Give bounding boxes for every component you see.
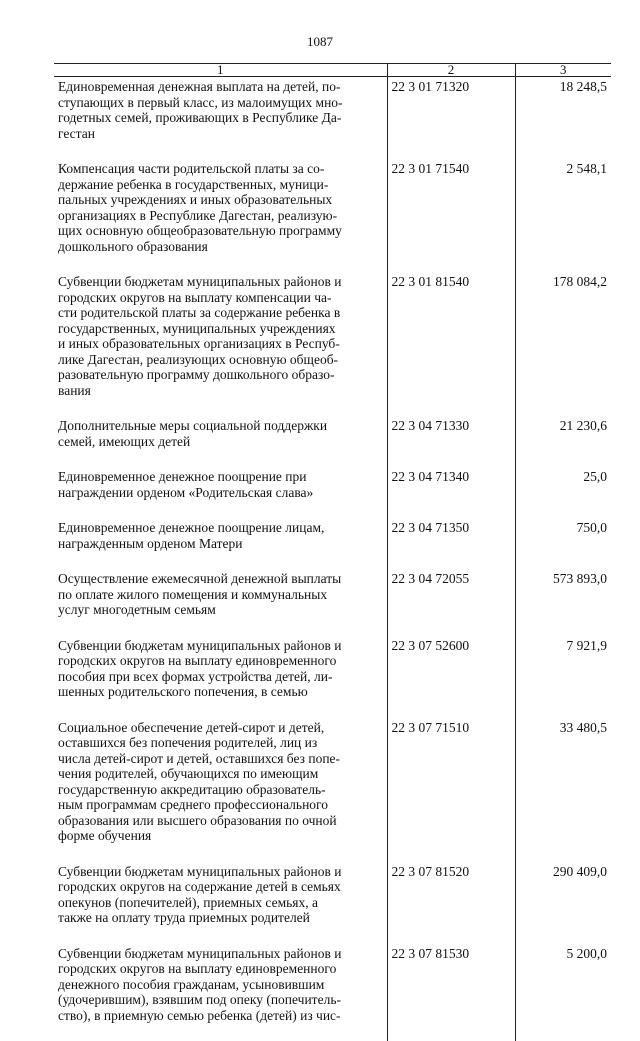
- row-code-cell: 22 3 07 71510: [387, 718, 515, 862]
- table-row: [54, 467, 611, 518]
- row-amount-cell: 178 084,2: [515, 272, 611, 416]
- row-name-cell: Единовременная денежная выплата на детей, по- ступающих в первый класс, из малоимущих мно- годетных семей, проживающих в Республике Да- гестан: [54, 77, 387, 160]
- row-name-cell: Субвенции бюджетам муниципальных районов и городских округов на содержание детей в семьях опекунов (попечителей), приемных семьях, а также на оплату труда приемных родителей: [54, 862, 387, 944]
- row-code-cell: 22 3 07 52600: [387, 636, 515, 718]
- row-amount-cell: 33 480,5: [515, 718, 611, 862]
- column-header-amount: 3: [515, 64, 611, 77]
- row-amount-cell: 2 548,1: [515, 159, 611, 272]
- table-row: [54, 569, 611, 636]
- row-name-cell: Компенсация части родительской платы за со- держание ребенка в государственных, муници- пальных учреждениях и иных образовательных организациях в Республике Дагестан, реализую- щих основную общеобразовательную программу дошкольного образования: [54, 159, 387, 272]
- table-header-row: [54, 64, 611, 77]
- row-code-cell: 22 3 01 71320: [387, 77, 515, 160]
- row-amount-cell: 5 200,0: [515, 944, 611, 1041]
- row-amount-cell: 290 409,0: [515, 862, 611, 944]
- row-amount-cell: 18 248,5: [515, 77, 611, 160]
- table-row: [54, 159, 611, 272]
- table-row: [54, 944, 611, 1041]
- row-amount-cell: 25,0: [515, 467, 611, 518]
- table-row: [54, 636, 611, 718]
- row-code-cell: 22 3 01 81540: [387, 272, 515, 416]
- table-row: [54, 416, 611, 467]
- table-row: [54, 272, 611, 416]
- row-code-cell: 22 3 07 81520: [387, 862, 515, 944]
- row-code-cell: 22 3 04 71350: [387, 518, 515, 569]
- table-row: [54, 718, 611, 862]
- row-name-cell: Единовременное денежное поощрение лицам, награжденным орденом Матери: [54, 518, 387, 569]
- row-name-cell: Дополнительные меры социальной поддержки семей, имеющих детей: [54, 416, 387, 467]
- table-row: [54, 77, 611, 160]
- row-name-cell: Субвенции бюджетам муниципальных районов и городских округов на выплату единовременного денежного пособия гражданам, усыновившим (удочерившим), взявшим под опеку (попечитель- ство), в приемную семью ребенка (детей) из чис-: [54, 944, 387, 1041]
- row-name-cell: Социальное обеспечение детей-сирот и детей, оставшихся без попечения родителей, лиц из числа детей-сирот и детей, оставшихся без попе- чения родителей, обучающихся по имеющим государственную аккредитацию образователь- ным программам среднего профессионального образования или высшего образования по очной форме обучения: [54, 718, 387, 862]
- row-code-cell: 22 3 01 71540: [387, 159, 515, 272]
- row-name-cell: Единовременное денежное поощрение при награждении орденом «Родительская слава»: [54, 467, 387, 518]
- table-row: [54, 518, 611, 569]
- row-amount-cell: 750,0: [515, 518, 611, 569]
- row-code-cell: 22 3 04 71340: [387, 467, 515, 518]
- row-code-cell: 22 3 07 81530: [387, 944, 515, 1041]
- budget-table: [54, 63, 611, 1041]
- row-name-cell: Субвенции бюджетам муниципальных районов и городских округов на выплату компенсации ча- сти родительской платы за содержание ребенка в государственных, муниципальных учреждениях и иных образовательных организациях в Респуб- лике Дагестан, реализующих основную общеоб- разовательную программу дошкольного образо- вания: [54, 272, 387, 416]
- row-amount-cell: 21 230,6: [515, 416, 611, 467]
- row-amount-cell: 573 893,0: [515, 569, 611, 636]
- row-code-cell: 22 3 04 72055: [387, 569, 515, 636]
- row-name-cell: Субвенции бюджетам муниципальных районов и городских округов на выплату единовременного пособия при всех формах устройства детей, ли- шенных родительского попечения, в семью: [54, 636, 387, 718]
- page-number: 1087: [0, 34, 640, 50]
- row-amount-cell: 7 921,9: [515, 636, 611, 718]
- row-code-cell: 22 3 04 71330: [387, 416, 515, 467]
- column-header-code: 2: [387, 64, 515, 77]
- table-row: [54, 862, 611, 944]
- column-header-name: 1: [54, 64, 387, 77]
- row-name-cell: Осуществление ежемесячной денежной выплаты по оплате жилого помещения и коммунальных услуг многодетным семьям: [54, 569, 387, 636]
